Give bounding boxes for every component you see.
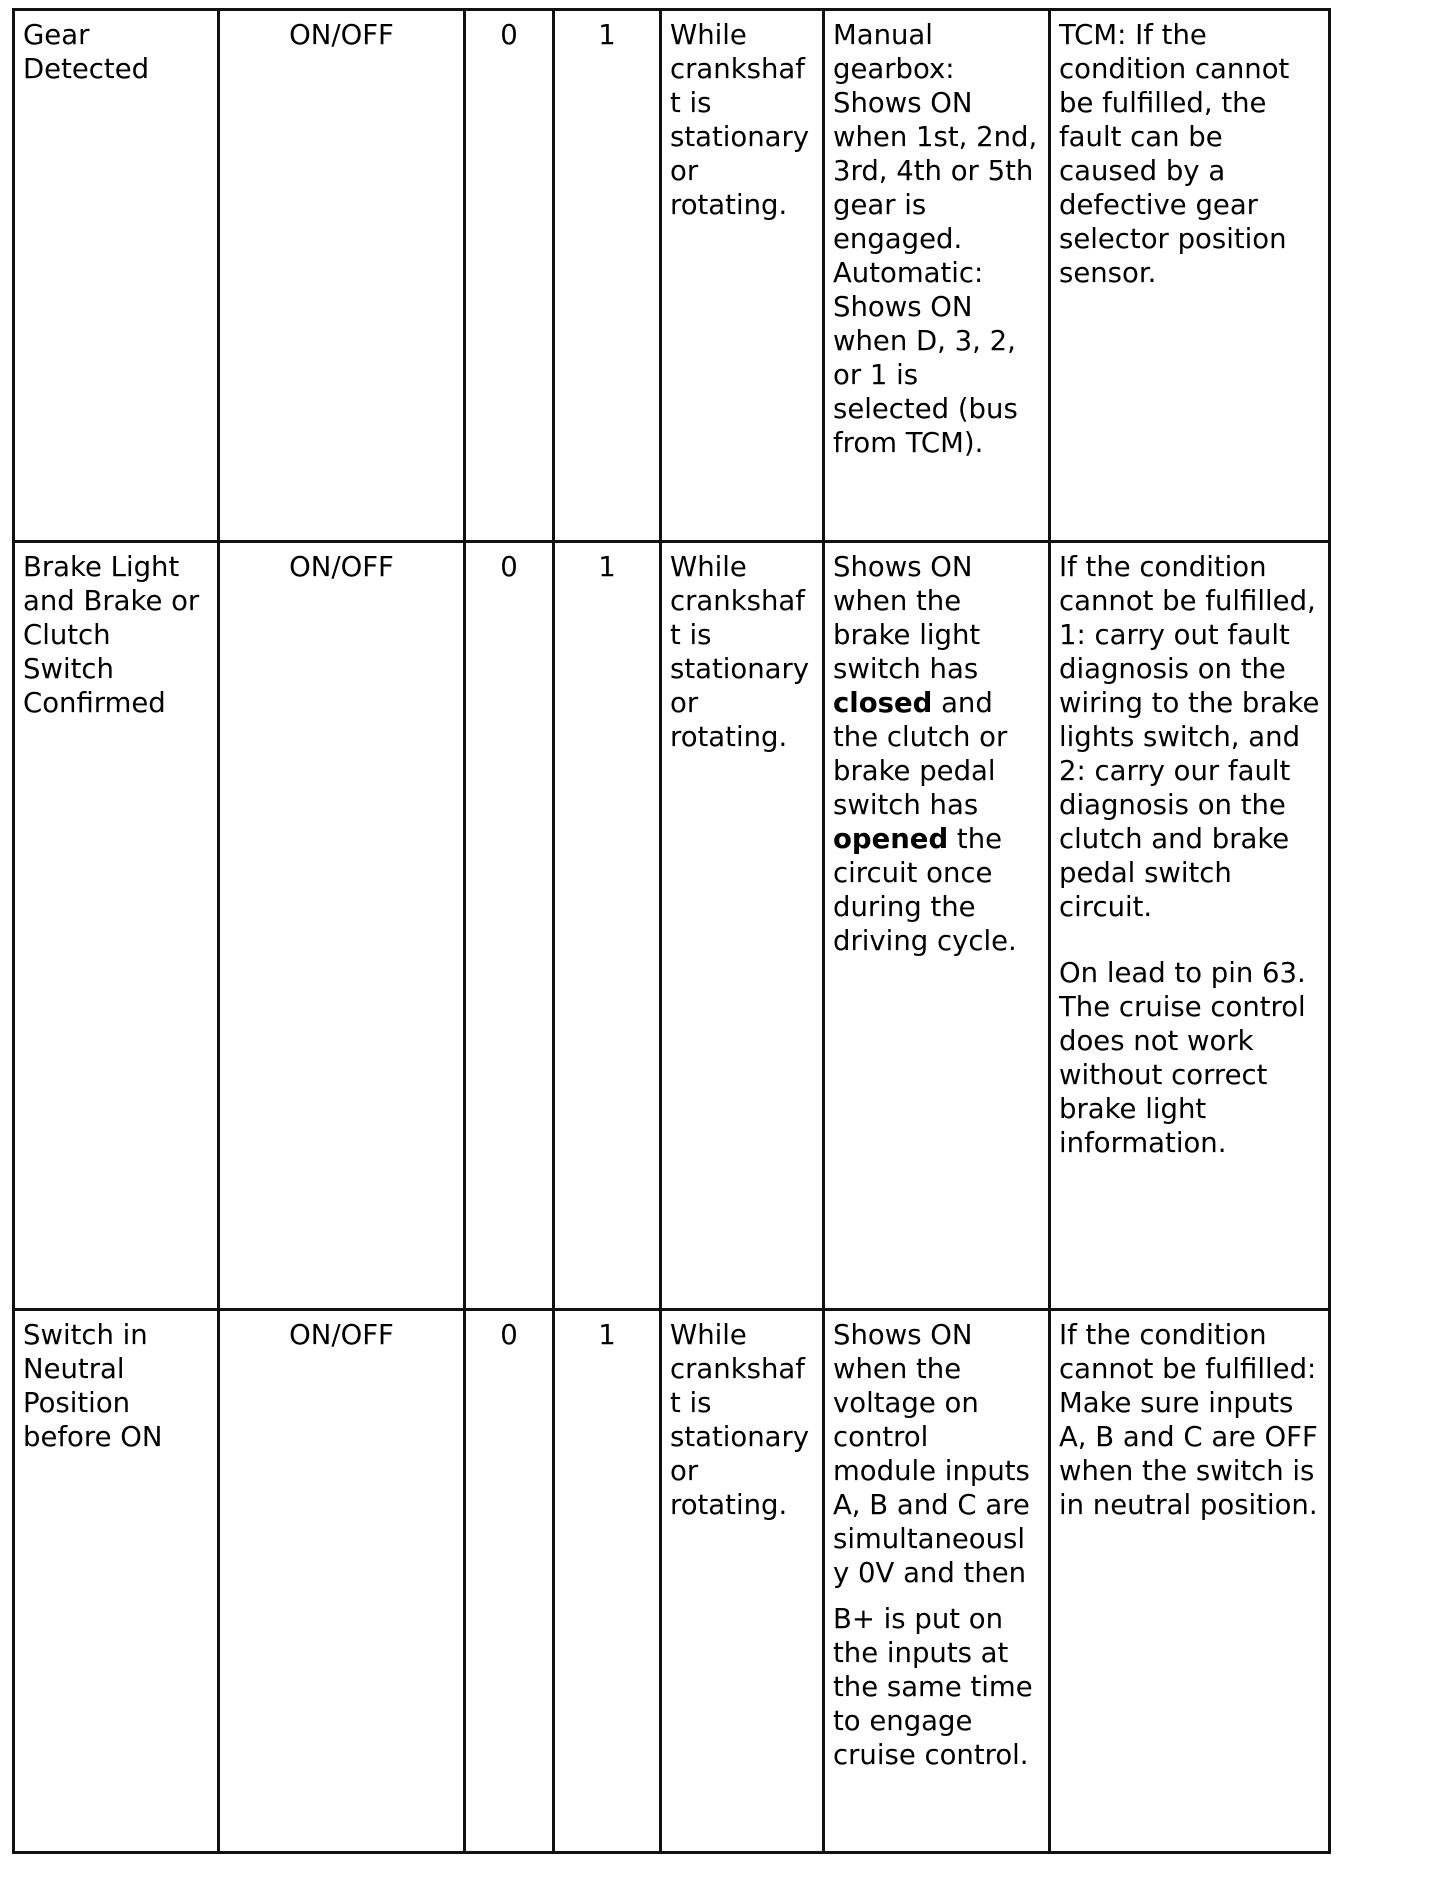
parameter-name: Gear Detected — [14, 10, 219, 542]
emphasis-closed: closed — [833, 687, 933, 719]
parameter-description — [824, 10, 1050, 542]
parameter-min: 0 — [465, 542, 554, 1310]
parameter-name: Brake Light and Brake or Clutch Switch Confirmed — [14, 542, 219, 1310]
fault-paragraph: If the condition cannot be fulfilled, 1: carry out fault diagnosis on the wiring to the brake lights switch, and 2: carry our fault diagnosis on the clutch and brake pedal switch circuit. — [1059, 551, 1320, 923]
table-row — [14, 542, 1330, 1310]
table-row — [14, 10, 1330, 542]
fault-paragraph-note: On lead to pin 63. The cruise control does not work without correct brake light information. — [1059, 957, 1306, 1159]
parameter-max: 1 — [554, 542, 661, 1310]
description-paragraph-continued: B+ is put on the inputs at the same time to engage cruise control. — [833, 1603, 1033, 1771]
parameter-condition: While crankshaft is stationary or rotating. — [661, 10, 824, 542]
description-paragraph: Shows ON when the brake light switch has closed and the clutch or brake pedal switch has opened the circuit once during the driving cycle. — [833, 551, 1017, 957]
parameter-condition: While crankshaft is stationary or rotating. — [661, 1310, 824, 1853]
emphasis-opened: opened — [833, 823, 949, 855]
parameter-max: 1 — [554, 10, 661, 542]
parameter-name: Switch in Neutral Position before ON — [14, 1310, 219, 1853]
description-paragraph: Manual gearbox: Shows ON when 1st, 2nd, 3rd, 4th or 5th gear is engaged. Automatic: Shows ON when D, 3, 2, or 1 is selected (bus from TCM). — [833, 19, 1038, 459]
parameter-description — [824, 542, 1050, 1310]
parameter-range: ON/OFF — [219, 542, 465, 1310]
parameter-condition: While crankshaft is stationary or rotating. — [661, 542, 824, 1310]
fault-paragraph: If the condition cannot be fulfilled: Make sure inputs A, B and C are OFF when the switch is in neutral position. — [1059, 1319, 1318, 1521]
parameter-description — [824, 1310, 1050, 1853]
parameter-range: ON/OFF — [219, 1310, 465, 1853]
parameter-range: ON/OFF — [219, 10, 465, 542]
parameter-min: 0 — [465, 10, 554, 542]
fault-paragraph: TCM: If the condition cannot be fulfilled, the fault can be caused by a defective gear selector position sensor. — [1059, 19, 1290, 289]
parameter-fault-info — [1050, 1310, 1330, 1853]
parameter-table — [12, 8, 1331, 1854]
parameter-fault-info — [1050, 542, 1330, 1310]
table-row — [14, 1310, 1330, 1853]
description-paragraph: Shows ON when the voltage on control module inputs A, B and C are simultaneously 0V and then — [833, 1319, 1030, 1589]
parameter-fault-info — [1050, 10, 1330, 542]
parameter-min: 0 — [465, 1310, 554, 1853]
parameter-max: 1 — [554, 1310, 661, 1853]
